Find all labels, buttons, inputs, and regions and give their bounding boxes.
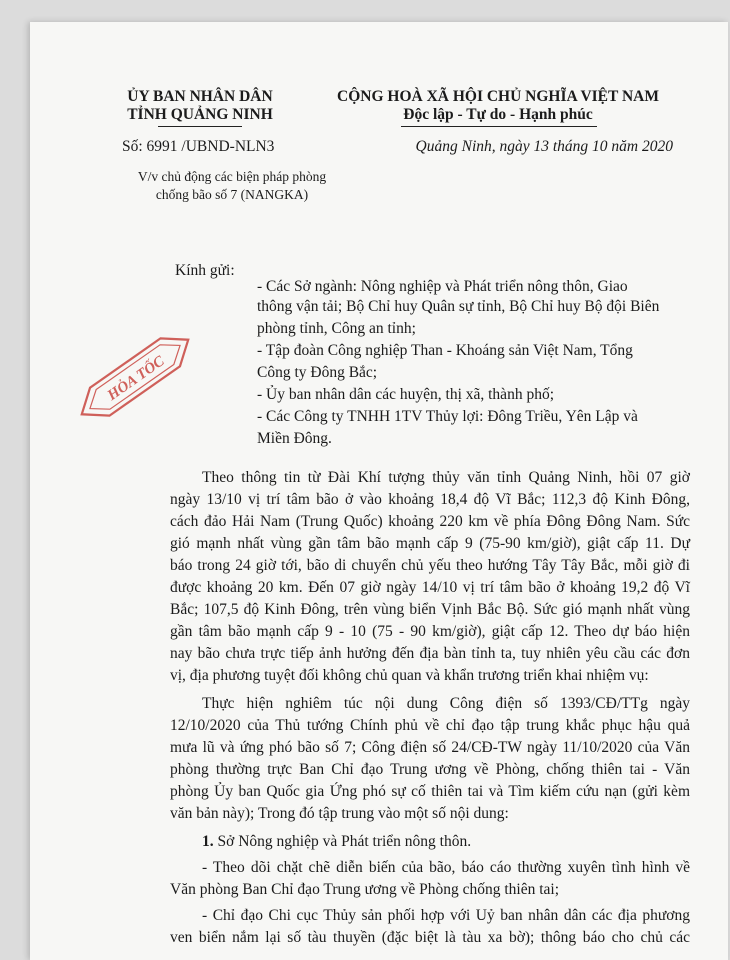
paragraph-line: Thực hiện nghiêm túc nội dung Công điện số 1393/CĐ/TTg ngày <box>202 695 690 712</box>
paragraph-line: văn bản này); Trong đó tập trung vào một số nội dung: <box>170 805 509 822</box>
nation-title: CỘNG HOÀ XÃ HỘI CHỦ NGHĨA VIỆT NAM <box>337 88 659 105</box>
paragraph-line: phòng Ủy ban Quốc gia Ứng phó sự cố thiên tai và Tìm kiếm cứu nạn (gửi kèm <box>170 783 690 800</box>
motto-underline <box>401 126 597 127</box>
paragraph-line: gần tâm bão mạnh cấp 9 - 10 (75 - 90 km/giờ), giật cấp 12. Theo dự báo hiện <box>170 623 690 640</box>
paragraph-line: cách đảo Hải Nam (Trung Quốc) khoảng 220 km về phía Đông Đông Nam. Sức <box>170 513 690 530</box>
document-date: Quảng Ninh, ngày 13 tháng 10 năm 2020 <box>415 138 673 155</box>
recipient-line: Miền Đông. <box>257 430 332 447</box>
recipient-line: Công ty Đông Bắc; <box>257 364 378 381</box>
paragraph-line: ngày 13/10 vị trí tâm bão ở vào khoảng 18,4 độ Vĩ Bắc; 112,3 độ Kinh Đông, <box>170 491 690 508</box>
paragraph-line: phòng thường trực Ban Chỉ đạo Trung ương về Phòng, chống thiên tai - Văn <box>170 761 690 778</box>
recipient-line: - Ủy ban nhân dân các huyện, thị xã, thành phố; <box>257 386 554 403</box>
stamp-text: HỎA TỐC <box>104 353 168 404</box>
paragraph-line: mưa lũ và ứng phó bão số 7; Công điện số 24/CĐ-TW ngày 11/10/2020 của Văn <box>170 739 690 756</box>
paragraph-line: gió mạnh nhất vùng gần tâm bão mạnh cấp 9 (75-90 km/giờ), giật cấp 11. Dự <box>170 535 690 552</box>
subject-line1: V/v chủ động các biện pháp phòng <box>137 169 327 184</box>
subject-line2: chống bão số 7 (NANGKA) <box>155 187 309 202</box>
recipient-line: thông vận tải; Bộ Chỉ huy Quân sự tỉnh, Bộ Chỉ huy Bộ đội Biên <box>257 298 660 315</box>
greeting: Kính gửi: <box>175 262 235 279</box>
urgent-stamp <box>60 322 210 432</box>
document-page <box>30 22 728 960</box>
bullet-line: ven biển nắm lại số tàu thuyền (đặc biệt là tàu xa bờ); thông báo cho chủ các <box>170 929 690 946</box>
paragraph-line: được khoảng 20 km. Đến 07 giờ ngày 14/10 vị trí tâm bão ở khoảng 19,2 độ Vĩ <box>170 579 690 596</box>
recipient-line: - Tập đoàn Công nghiệp Than - Khoáng sản Việt Nam, Tổng <box>257 342 633 359</box>
bullet-line: - Chỉ đạo Chi cục Thủy sản phối hợp với Uỷ ban nhân dân các địa phương <box>202 907 690 924</box>
paragraph-line: báo trong 24 giờ tới, bão di chuyển chủ yếu theo hướng Tây Tây Bắc, mỗi giờ đi <box>170 557 690 574</box>
section-number: 1. <box>202 833 214 850</box>
section-title: Sở Nông nghiệp và Phát triển nông thôn. <box>217 833 472 850</box>
paragraph-line: nay bão chưa trực tiếp ảnh hưởng đến địa bàn tỉnh ta, tuy nhiên yêu cầu các đơn <box>170 645 690 662</box>
recipient-line: - Các Công ty TNHH 1TV Thủy lợi: Đông Triều, Yên Lập và <box>257 408 638 425</box>
bullet-line: Văn phòng Ban Chỉ đạo Trung ương về Phòng chống thiên tai; <box>170 881 560 898</box>
bullet-line: - Theo dõi chặt chẽ diễn biến của bão, báo cáo thường xuyên tình hình về <box>202 859 690 876</box>
section-heading <box>202 833 471 851</box>
paragraph-line: Bắc; 107,5 độ Kinh Đông, trên vùng biển Vịnh Bắc Bộ. Sức gió mạnh nhất vùng <box>170 601 690 618</box>
document-number: Số: 6991 /UBND-NLN3 <box>122 138 275 155</box>
paragraph-line: 12/10/2020 của Thủ tướng Chính phủ về chỉ đạo tập trung khắc phục hậu quả <box>170 717 690 734</box>
nation-motto: Độc lập - Tự do - Hạnh phúc <box>403 106 593 123</box>
org-underline <box>158 126 242 127</box>
org-name-line1: ỦY BAN NHÂN DÂN <box>127 88 273 105</box>
org-name-line2: TỈNH QUẢNG NINH <box>127 106 273 123</box>
recipient-line: phòng tỉnh, Công an tỉnh; <box>257 320 416 337</box>
recipient-line: - Các Sở ngành: Nông nghiệp và Phát triển nông thôn, Giao <box>257 278 628 295</box>
paragraph-line: vị, địa phương tuyệt đối không chủ quan và khẩn trương triển khai nhiệm vụ: <box>170 667 649 684</box>
paragraph-line: Theo thông tin từ Đài Khí tượng thủy văn tỉnh Quảng Ninh, hồi 07 giờ <box>202 469 690 486</box>
